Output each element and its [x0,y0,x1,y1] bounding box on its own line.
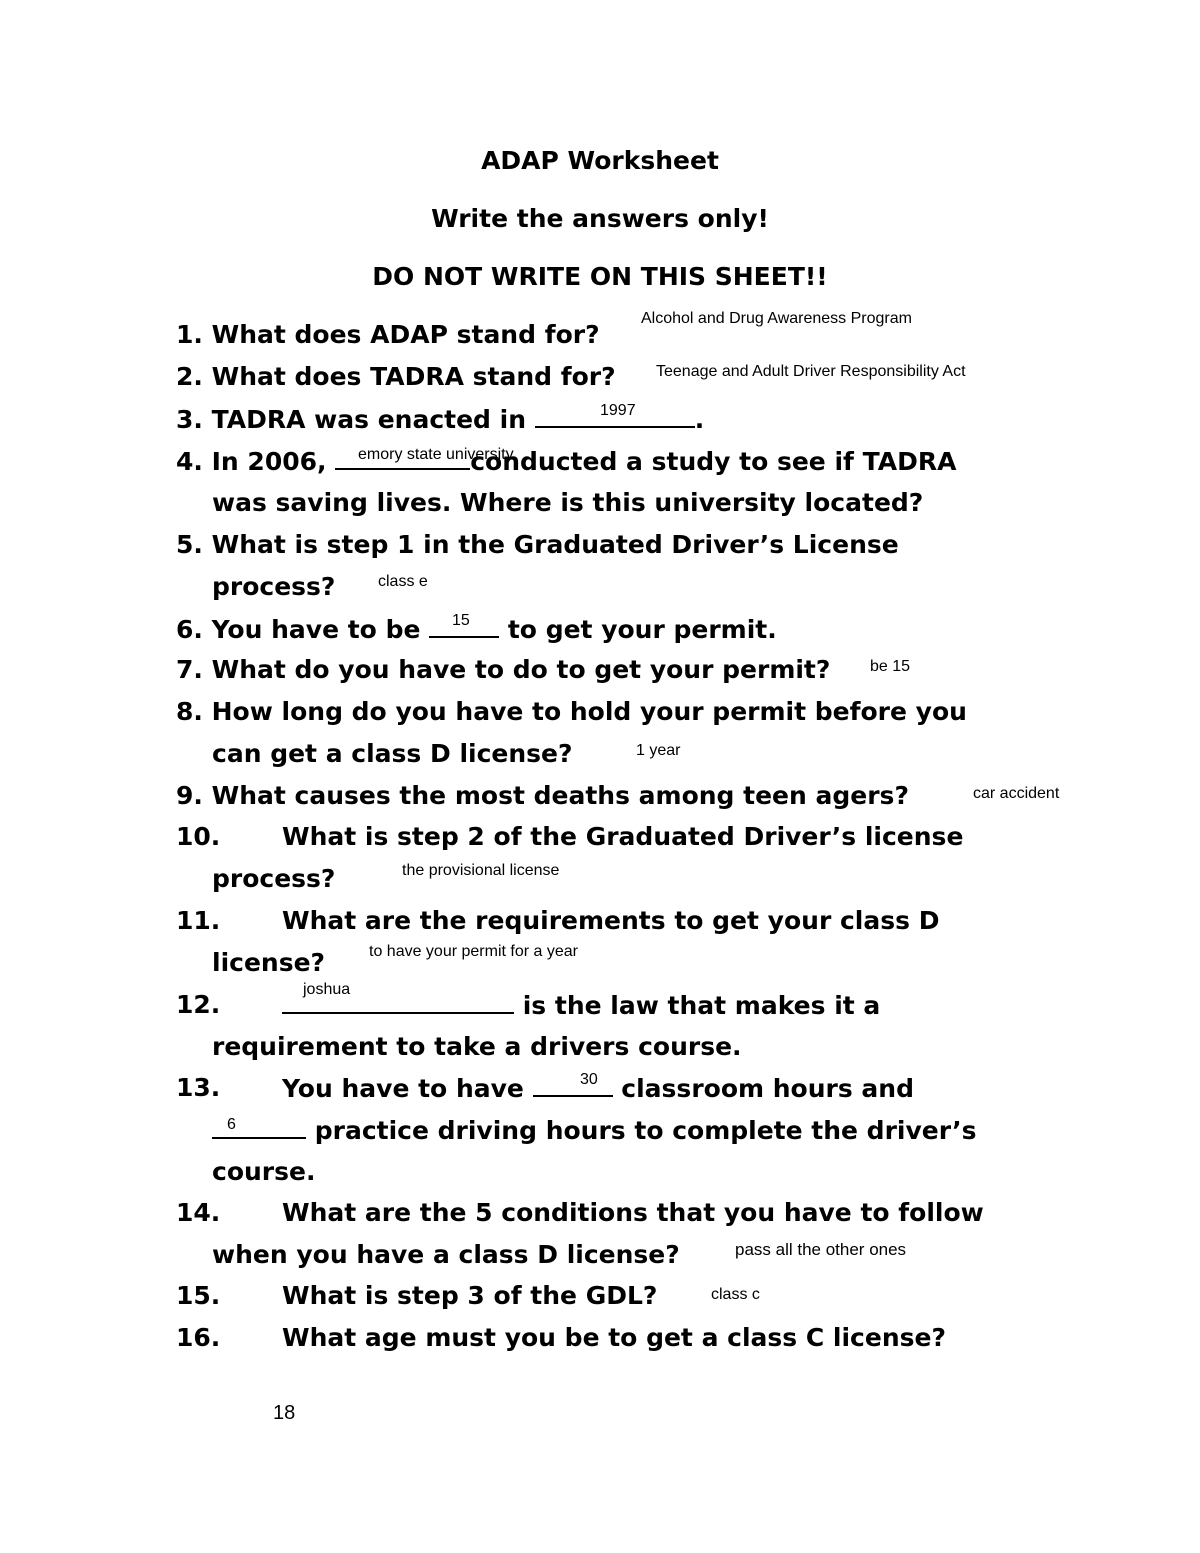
warning: DO NOT WRITE ON THIS SHEET!! [372,262,828,291]
answer-13b: 6 [227,1116,236,1133]
answer-15: class c [711,1286,760,1303]
question-14-line2: when you have a class D license? [212,1240,680,1269]
answer-13a: 30 [580,1071,598,1088]
question-13: 13. You have to have classroom hours and [176,1073,914,1103]
question-12-line2: requirement to take a drivers course. [212,1032,742,1061]
answer-2: Teenage and Adult Driver Responsibility Act [656,363,966,380]
question-6: 6. You have to be to get your permit. [176,615,777,644]
answer-10: the provisional license [402,862,560,879]
question-14: 14. What are the 5 conditions that you have to follow [176,1198,984,1227]
question-13-line3: course. [212,1157,316,1186]
question-11-line2: license? [212,948,326,977]
answer-12: joshua [303,981,351,998]
answer-5: class e [378,573,428,590]
question-8: 8. How long do you have to hold your permit before you [176,697,967,726]
question-3: 3. TADRA was enacted in . [176,405,705,434]
question-15: 15. What is step 3 of the GDL? [176,1281,658,1310]
question-16: 16. What age must you be to get a class C license? [176,1323,946,1352]
page-number: 18 [273,1402,296,1424]
question-5-line2: process? [212,572,336,601]
question-9: 9. What causes the most deaths among teen agers? [176,781,909,810]
answer-9: car accident [973,785,1060,802]
answer-3: 1997 [600,402,636,419]
answer-14: pass all the other ones [735,1240,907,1259]
question-10: 10. What is step 2 of the Graduated Driver’s license [176,822,964,851]
question-2: 2. What does TADRA stand for? [176,362,616,391]
question-1: 1. What does ADAP stand for? [176,320,600,349]
question-12: 12. is the law that makes it a [176,990,881,1020]
question-8-line2: can get a class D license? [212,739,573,768]
answer-4: emory state university [358,446,514,463]
question-13-line2: practice driving hours to complete the driver’s [212,1115,977,1146]
blank-13a [533,1073,613,1097]
question-10-line2: process? [212,864,336,893]
answer-7: be 15 [870,658,911,675]
question-5: 5. What is step 1 in the Graduated Driver’s License [176,530,899,559]
answer-8: 1 year [636,742,681,759]
question-4-line2: was saving lives. Where is this university located? [212,488,924,517]
instruction: Write the answers only! [431,204,769,233]
question-7: 7. What do you have to do to get your permit? [176,655,831,684]
question-4: 4. In 2006, conducted a study to see if TADRA [176,447,957,476]
worksheet-title: ADAP Worksheet [481,146,719,175]
answer-6: 15 [452,612,470,629]
answer-1: Alcohol and Drug Awareness Program [641,310,912,327]
answer-11: to have your permit for a year [369,943,578,960]
question-11: 11. What are the requirements to get your class D [176,906,940,935]
